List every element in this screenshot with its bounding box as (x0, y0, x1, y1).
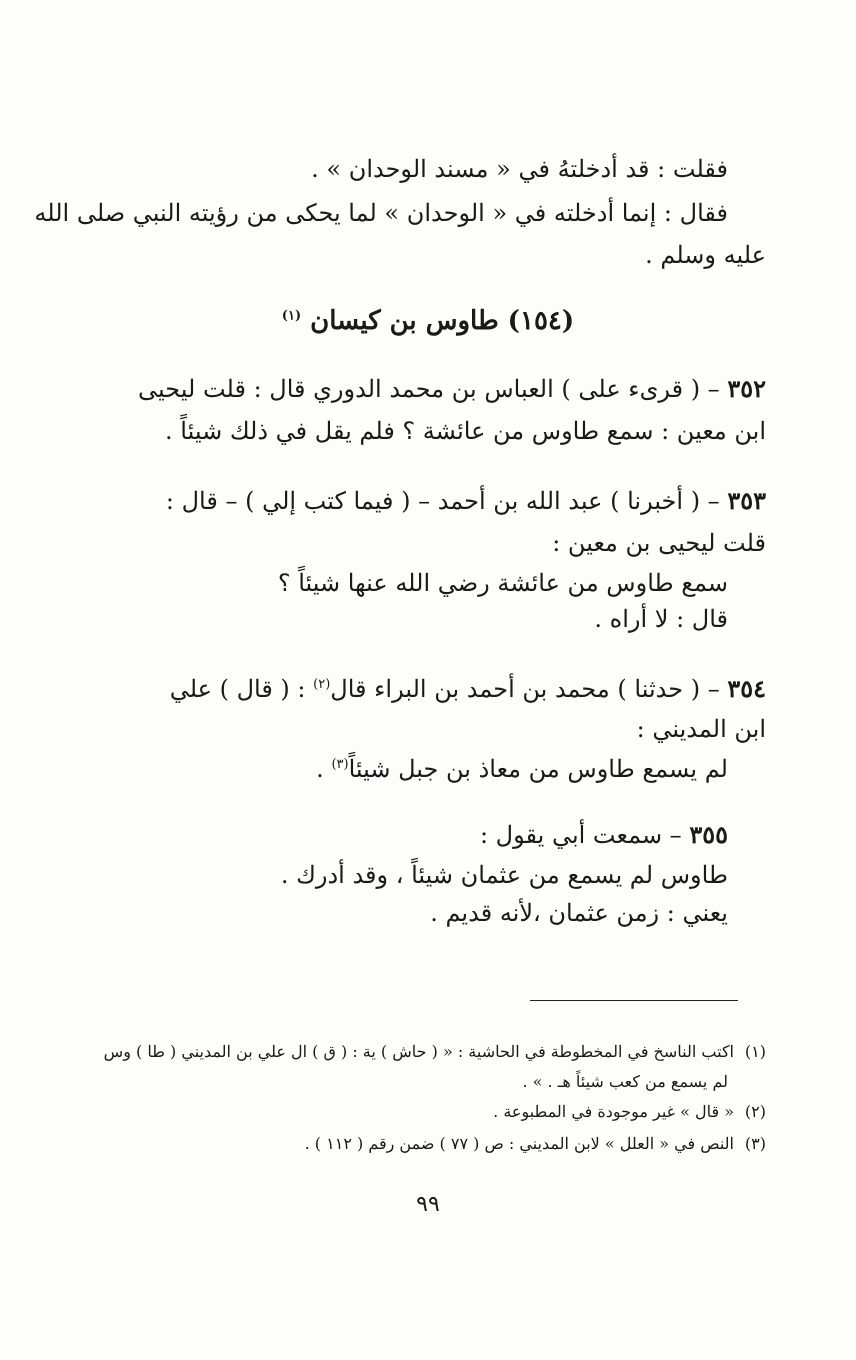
footnote-separator (530, 1000, 738, 1001)
entry-352-line-2: ابن معين : سمع طاوس من عائشة ؟ فلم يقل في ذلك شيئاً . (165, 417, 766, 445)
entry-354-line-1 (170, 672, 766, 706)
entry-text: : ( قال ) علي (169, 675, 306, 703)
page-number: ٩٩ (416, 1192, 440, 1217)
footnote-ref-3: (٣) (331, 757, 349, 772)
footnote-ref-2: (٢) (313, 677, 331, 692)
entry-354-line-2: ابن المديني : (636, 715, 766, 743)
entry-353-line-2: قلت ليحيى بن معين : (552, 529, 766, 557)
entry-353-line-3: سمع طاوس من عائشة رضي الله عنها شيئاً ؟ (277, 569, 728, 597)
entry-number: ٣٥٥ (689, 820, 728, 849)
entry-352-line-1 (138, 372, 766, 406)
footnote-1: (١)اكتب الناسخ في المخطوطة في الحاشية : « ( حاش ) ية : ( ق ) ال علي بن المديني ( طا ) وس (104, 1040, 766, 1064)
entry-353-line-4: قال : لا أراه . (594, 605, 728, 633)
intro-line-1: فقلت : قد أدخلتهُ في « مسند الوحدان » . (311, 155, 728, 183)
entry-text: – ( قرىء على ) العباس بن محمد الدوري قال : قلت ليحيى (138, 375, 720, 403)
entry-355-line-1 (480, 818, 728, 852)
footnote-marker: (٢) (744, 1102, 766, 1121)
intro-line-3: عليه وسلم . (645, 241, 766, 269)
entry-354-line-3: لم يسمع طاوس من معاذ بن جبل شيئاً$^{(٣)}$ . (316, 755, 728, 783)
footnote-marker: (٣) (744, 1134, 766, 1153)
section-heading (0, 306, 856, 336)
footnote-3: (٣)النص في « العلل » لابن المديني : ص ( ٧٧ ) ضمن رقم ( ١١٢ ) . (305, 1132, 766, 1156)
entry-number: ٣٥٤ (727, 674, 766, 703)
entry-number: ٣٥٣ (727, 486, 766, 515)
entry-355-line-3: يعني : زمن عثمان ،لأنه قديم . (430, 899, 728, 927)
entry-number: ٣٥٢ (727, 374, 766, 403)
entry-355-line-2: طاوس لم يسمع من عثمان شيئاً ، وقد أدرك . (280, 861, 728, 889)
entry-353-line-1 (166, 484, 766, 518)
footnote-1-continuation: لم يسمع من كعب شيئاً هـ . » . (522, 1072, 728, 1091)
footnote-marker: (١) (744, 1042, 766, 1061)
intro-line-2: فقال : إنما أدخلته في « الوحدان » لما يحكى من رؤيته النبي صلى الله (34, 199, 728, 227)
entry-text: – ( أخبرنا ) عبد الله بن أحمد – ( فيما كتب إلي ) – قال : (165, 487, 720, 515)
entry-text: – ( حدثنا ) محمد بن أحمد بن البراء قال (330, 675, 720, 703)
section-footnote-ref: (١) (281, 308, 302, 324)
footnote-2: (٢)« قال » غير موجودة في المطبوعة . (493, 1100, 766, 1124)
section-title: (١٥٤) طاوس بن كيسان (310, 306, 575, 336)
entry-text: – سمعت أبي يقول : (479, 821, 682, 849)
